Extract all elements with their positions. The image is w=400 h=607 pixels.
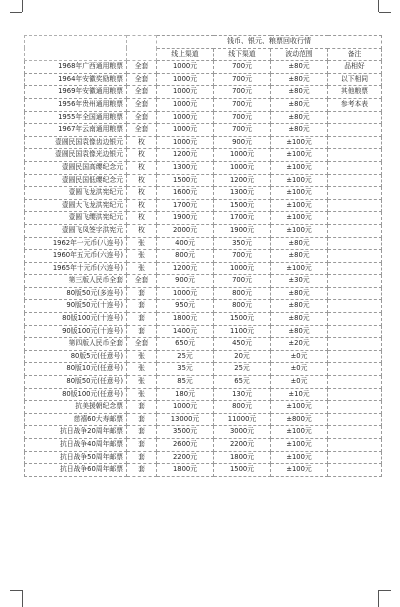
- table-row: [25, 313, 382, 326]
- cell-item-name: 第三版人民币全套: [25, 275, 127, 288]
- cell-item-name: 80版100元(十连号): [25, 313, 127, 326]
- cell-offline-price: 1500元: [214, 313, 271, 326]
- cell-item-name: 壹圆民国低缨纪念元: [25, 174, 127, 187]
- cell-offline-price: 1500元: [214, 464, 271, 477]
- cell-offline-price: 1000元: [214, 262, 271, 275]
- cell-online-price: 2000元: [157, 224, 214, 237]
- cell-offline-price: 700元: [214, 73, 271, 86]
- cell-price-range: ±80元: [271, 237, 328, 250]
- cell-unit: 枚: [127, 199, 157, 212]
- cell-unit: 套: [127, 325, 157, 338]
- cell-unit: 枚: [127, 161, 157, 174]
- cell-price-range: ±80元: [271, 73, 328, 86]
- header-row-title: [25, 36, 382, 49]
- cell-item-name: 1960年五元币(六连号): [25, 250, 127, 263]
- cell-item-name: 80版100元(任意号): [25, 388, 127, 401]
- cell-unit: 套: [127, 313, 157, 326]
- cell-online-price: 1800元: [157, 464, 214, 477]
- cell-price-range: ±10元: [271, 388, 328, 401]
- cell-price-range: ±80元: [271, 61, 328, 74]
- cell-unit: 套: [127, 401, 157, 414]
- cell-price-range: ±80元: [271, 300, 328, 313]
- table-body: [25, 61, 382, 477]
- cell-price-range: ±100元: [271, 224, 328, 237]
- header-blank-unit: [127, 36, 157, 61]
- cell-offline-price: 800元: [214, 300, 271, 313]
- cell-offline-price: 700元: [214, 111, 271, 124]
- cell-unit: 张: [127, 388, 157, 401]
- cell-online-price: 1400元: [157, 325, 214, 338]
- cell-price-range: ±0元: [271, 363, 328, 376]
- cell-online-price: 1000元: [157, 287, 214, 300]
- cell-note: [328, 174, 382, 187]
- cell-unit: 枚: [127, 149, 157, 162]
- cell-online-price: 1900元: [157, 212, 214, 225]
- cell-unit: 枚: [127, 136, 157, 149]
- cell-unit: 枚: [127, 187, 157, 200]
- crop-mark-top-left-h: [10, 12, 22, 13]
- cell-offline-price: 2200元: [214, 439, 271, 452]
- cell-unit: 套: [127, 287, 157, 300]
- cell-note: [328, 464, 382, 477]
- cell-price-range: ±100元: [271, 199, 328, 212]
- cell-unit: 套: [127, 439, 157, 452]
- cell-price-range: ±100元: [271, 401, 328, 414]
- cell-offline-price: 1800元: [214, 451, 271, 464]
- cell-price-range: ±100元: [271, 451, 328, 464]
- cell-online-price: 1000元: [157, 401, 214, 414]
- cell-note: [328, 350, 382, 363]
- cell-offline-price: 1200元: [214, 174, 271, 187]
- cell-unit: 全套: [127, 338, 157, 351]
- cell-unit: 张: [127, 250, 157, 263]
- cell-item-name: 1969年安徽通用粮票: [25, 86, 127, 99]
- cell-note: [328, 250, 382, 263]
- cell-item-name: 抗美援朝纪念票: [25, 401, 127, 414]
- cell-item-name: 1968年广西通用粮票: [25, 61, 127, 74]
- cell-online-price: 1500元: [157, 174, 214, 187]
- cell-price-range: ±80元: [271, 250, 328, 263]
- table-row: [25, 98, 382, 111]
- cell-note: [328, 161, 382, 174]
- cell-price-range: ±20元: [271, 338, 328, 351]
- table-row: [25, 250, 382, 263]
- cell-offline-price: 1500元: [214, 199, 271, 212]
- cell-online-price: 1600元: [157, 187, 214, 200]
- cell-note: 参考本表: [328, 98, 382, 111]
- cell-item-name: 90版100元(十连号): [25, 325, 127, 338]
- table-row: [25, 237, 382, 250]
- cell-unit: 张: [127, 262, 157, 275]
- cell-online-price: 1000元: [157, 111, 214, 124]
- table-row: [25, 325, 382, 338]
- cell-offline-price: 700元: [214, 275, 271, 288]
- cell-offline-price: 1000元: [214, 161, 271, 174]
- cell-item-name: 1962年一元币(八连号): [25, 237, 127, 250]
- cell-online-price: 2600元: [157, 439, 214, 452]
- table-row: [25, 439, 382, 452]
- cell-price-range: ±100元: [271, 464, 328, 477]
- cell-online-price: 1800元: [157, 313, 214, 326]
- cell-online-price: 85元: [157, 376, 214, 389]
- table-row: [25, 61, 382, 74]
- cell-price-range: ±100元: [271, 439, 328, 452]
- cell-item-name: 1967年云南通用粮票: [25, 124, 127, 137]
- cell-unit: 全套: [127, 86, 157, 99]
- table-row: [25, 86, 382, 99]
- cell-offline-price: 700元: [214, 250, 271, 263]
- cell-offline-price: 1000元: [214, 149, 271, 162]
- crop-mark-top-right: [378, 0, 379, 12]
- cell-online-price: 800元: [157, 250, 214, 263]
- cell-offline-price: 1900元: [214, 224, 271, 237]
- cell-unit: 全套: [127, 98, 157, 111]
- table-row: [25, 161, 382, 174]
- cell-online-price: 2200元: [157, 451, 214, 464]
- col-header-offline: 线下渠道: [214, 48, 271, 61]
- cell-unit: 套: [127, 451, 157, 464]
- cell-online-price: 400元: [157, 237, 214, 250]
- cell-unit: 张: [127, 350, 157, 363]
- cell-unit: 枚: [127, 174, 157, 187]
- table-row: [25, 401, 382, 414]
- cell-offline-price: 20元: [214, 350, 271, 363]
- cell-note: [328, 199, 382, 212]
- cell-note: [328, 275, 382, 288]
- table-row: [25, 224, 382, 237]
- cell-price-range: ±80元: [271, 325, 328, 338]
- cell-note: [328, 338, 382, 351]
- cell-unit: 全套: [127, 111, 157, 124]
- cell-item-name: 壹圆飞凤签字洪宪元: [25, 224, 127, 237]
- cell-unit: 套: [127, 413, 157, 426]
- cell-unit: 全套: [127, 275, 157, 288]
- cell-note: [328, 363, 382, 376]
- table-row: [25, 300, 382, 313]
- cell-item-name: 慈禧60大寿邮票: [25, 413, 127, 426]
- cell-note: [328, 237, 382, 250]
- crop-mark-top-left: [22, 0, 23, 12]
- cell-price-range: ±80元: [271, 98, 328, 111]
- cell-item-name: 90版50元(十连号): [25, 300, 127, 313]
- cell-offline-price: 3000元: [214, 426, 271, 439]
- cell-online-price: 950元: [157, 300, 214, 313]
- crop-mark-top-right-h: [379, 12, 391, 13]
- table-row: [25, 388, 382, 401]
- cell-note: [328, 439, 382, 452]
- cell-note: [328, 376, 382, 389]
- cell-note: [328, 149, 382, 162]
- cell-offline-price: 1100元: [214, 325, 271, 338]
- table-row: [25, 376, 382, 389]
- cell-offline-price: 700元: [214, 86, 271, 99]
- table-row: [25, 451, 382, 464]
- cell-online-price: 650元: [157, 338, 214, 351]
- cell-note: [328, 212, 382, 225]
- cell-note: [328, 413, 382, 426]
- crop-mark-bottom-left-h: [10, 590, 22, 591]
- cell-price-range: ±100元: [271, 187, 328, 200]
- cell-online-price: 1000元: [157, 61, 214, 74]
- cell-unit: 套: [127, 464, 157, 477]
- price-sheet: [24, 35, 381, 477]
- crop-mark-bottom-right: [378, 590, 379, 607]
- table-row: [25, 174, 382, 187]
- table-row: [25, 73, 382, 86]
- cell-note: [328, 124, 382, 137]
- cell-note: [328, 325, 382, 338]
- cell-price-range: ±80元: [271, 86, 328, 99]
- cell-unit: 枚: [127, 224, 157, 237]
- cell-offline-price: 1300元: [214, 187, 271, 200]
- table-row: [25, 413, 382, 426]
- table-row: [25, 149, 382, 162]
- cell-price-range: ±80元: [271, 313, 328, 326]
- cell-note: [328, 111, 382, 124]
- cell-online-price: 1000元: [157, 124, 214, 137]
- cell-online-price: 1200元: [157, 149, 214, 162]
- cell-offline-price: 800元: [214, 287, 271, 300]
- cell-item-name: 80版10元(任意号): [25, 363, 127, 376]
- table-row: [25, 111, 382, 124]
- table-row: [25, 363, 382, 376]
- cell-note: [328, 136, 382, 149]
- cell-price-range: ±800元: [271, 413, 328, 426]
- table-row: [25, 262, 382, 275]
- cell-price-range: ±30元: [271, 275, 328, 288]
- header-blank-name: [25, 36, 127, 61]
- cell-offline-price: 700元: [214, 61, 271, 74]
- cell-note: [328, 313, 382, 326]
- cell-online-price: 35元: [157, 363, 214, 376]
- cell-price-range: ±100元: [271, 161, 328, 174]
- cell-item-name: 80版5元(任意号): [25, 350, 127, 363]
- price-table: [24, 35, 382, 477]
- cell-price-range: ±80元: [271, 124, 328, 137]
- cell-item-name: 1965年十元币(六连号): [25, 262, 127, 275]
- cell-price-range: ±80元: [271, 287, 328, 300]
- cell-item-name: 壹圆民国袁像光边银元: [25, 149, 127, 162]
- cell-online-price: 1000元: [157, 136, 214, 149]
- cell-online-price: 25元: [157, 350, 214, 363]
- cell-price-range: ±100元: [271, 262, 328, 275]
- cell-online-price: 3500元: [157, 426, 214, 439]
- table-row: [25, 212, 382, 225]
- cell-item-name: 抗日战争20周年邮票: [25, 426, 127, 439]
- cell-price-range: ±100元: [271, 136, 328, 149]
- cell-price-range: ±0元: [271, 376, 328, 389]
- cell-item-name: 壹圆飞缨洪宪纪元: [25, 212, 127, 225]
- cell-online-price: 13000元: [157, 413, 214, 426]
- cell-offline-price: 700元: [214, 124, 271, 137]
- table-row: [25, 350, 382, 363]
- cell-note: [328, 287, 382, 300]
- cell-item-name: 1964年安徽奖励粮票: [25, 73, 127, 86]
- cell-offline-price: 800元: [214, 401, 271, 414]
- cell-unit: 枚: [127, 212, 157, 225]
- table-row: [25, 124, 382, 137]
- cell-item-name: 壹圆大飞龙洪宪纪元: [25, 199, 127, 212]
- cell-price-range: ±100元: [271, 212, 328, 225]
- cell-note: 以下相同: [328, 73, 382, 86]
- cell-online-price: 1700元: [157, 199, 214, 212]
- cell-online-price: 1000元: [157, 98, 214, 111]
- table-row: [25, 136, 382, 149]
- cell-item-name: 抗日战争60周年邮票: [25, 464, 127, 477]
- cell-unit: 张: [127, 376, 157, 389]
- table-row: [25, 338, 382, 351]
- cell-unit: 张: [127, 237, 157, 250]
- crop-mark-bottom-left: [22, 590, 23, 607]
- cell-unit: 全套: [127, 73, 157, 86]
- col-header-note: 备注: [328, 48, 382, 61]
- cell-offline-price: 450元: [214, 338, 271, 351]
- cell-online-price: 1000元: [157, 73, 214, 86]
- cell-offline-price: 11000元: [214, 413, 271, 426]
- cell-offline-price: 130元: [214, 388, 271, 401]
- cell-offline-price: 65元: [214, 376, 271, 389]
- col-header-range: 波动范围: [271, 48, 328, 61]
- cell-item-name: 80版50元(多连号): [25, 287, 127, 300]
- cell-note: [328, 451, 382, 464]
- table-row: [25, 426, 382, 439]
- cell-price-range: ±80元: [271, 111, 328, 124]
- cell-item-name: 壹圆飞龙洪宪纪元: [25, 187, 127, 200]
- crop-mark-bottom-right-h: [379, 590, 391, 591]
- cell-note: 其他粮票: [328, 86, 382, 99]
- cell-unit: 全套: [127, 124, 157, 137]
- cell-item-name: 1956年贵州通用粮票: [25, 98, 127, 111]
- cell-unit: 张: [127, 363, 157, 376]
- table-row: [25, 199, 382, 212]
- cell-note: [328, 262, 382, 275]
- cell-online-price: 900元: [157, 275, 214, 288]
- table-row: [25, 187, 382, 200]
- cell-offline-price: 700元: [214, 98, 271, 111]
- cell-item-name: 1955年全国通用粮票: [25, 111, 127, 124]
- cell-item-name: 抗日战争40周年邮票: [25, 439, 127, 452]
- cell-online-price: 1200元: [157, 262, 214, 275]
- cell-offline-price: 350元: [214, 237, 271, 250]
- col-header-online: 线上渠道: [157, 48, 214, 61]
- cell-online-price: 180元: [157, 388, 214, 401]
- cell-price-range: ±100元: [271, 426, 328, 439]
- cell-item-name: 壹圆民国袁像齿边银元: [25, 136, 127, 149]
- cell-item-name: 80版50元(任意号): [25, 376, 127, 389]
- cell-unit: 全套: [127, 61, 157, 74]
- cell-online-price: 1000元: [157, 86, 214, 99]
- cell-item-name: 第四版人民币全套: [25, 338, 127, 351]
- cell-note: [328, 401, 382, 414]
- table-row: [25, 275, 382, 288]
- cell-note: [328, 187, 382, 200]
- cell-item-name: 抗日战争50周年邮票: [25, 451, 127, 464]
- table-row: [25, 464, 382, 477]
- cell-online-price: 1300元: [157, 161, 214, 174]
- cell-unit: 套: [127, 426, 157, 439]
- cell-offline-price: 900元: [214, 136, 271, 149]
- cell-note: [328, 426, 382, 439]
- cell-offline-price: 1700元: [214, 212, 271, 225]
- cell-price-range: ±100元: [271, 149, 328, 162]
- cell-unit: 套: [127, 300, 157, 313]
- cell-price-range: ±0元: [271, 350, 328, 363]
- cell-item-name: 壹圆民国高缨纪念元: [25, 161, 127, 174]
- table-row: [25, 287, 382, 300]
- cell-note: 品相好: [328, 61, 382, 74]
- cell-note: [328, 224, 382, 237]
- table-group-title: 钱币、银元、粮票回收行情: [157, 36, 382, 49]
- cell-note: [328, 300, 382, 313]
- cell-note: [328, 388, 382, 401]
- cell-price-range: ±100元: [271, 174, 328, 187]
- cell-offline-price: 25元: [214, 363, 271, 376]
